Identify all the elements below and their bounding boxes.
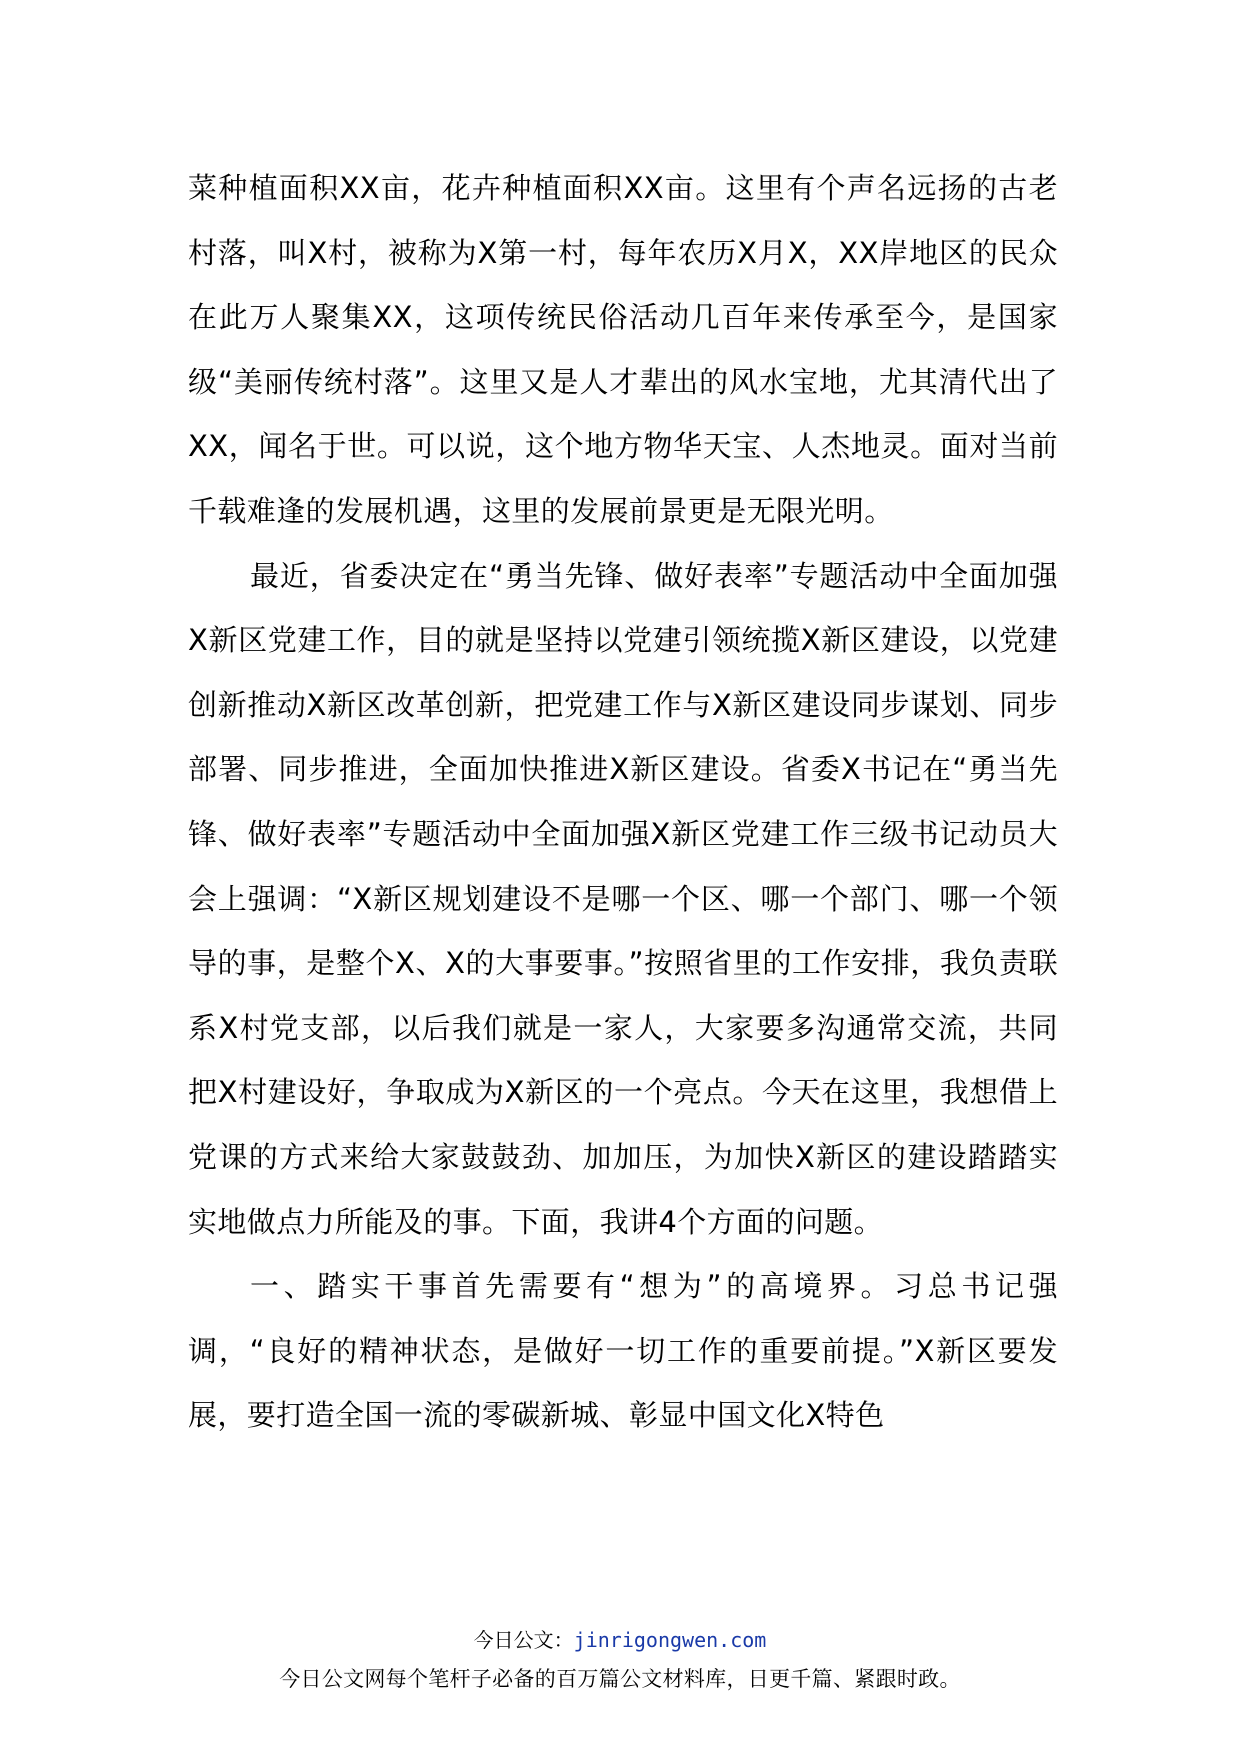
paragraph-2: 最近，省委决定在“勇当先锋、做好表率”专题活动中全面加强X新区党建工作，目的就是坚持以党建引领统揽X新区建设，以党建创新推动X新区改革创新，把党建工作与X新区建设同步谋划、同步部署、同步推进，全面加快推进X新区建设。省委X书记在“勇当先锋、做好表率”专题活动中全面加强X新区党建工作三级书记动员大会上强调：“X新区规划建设不是哪一个区、哪一个部门、哪一个领导的事，是整个X、X的大事要事。”按照省里的工作安排，我负责联系X村党支部，以后我们就是一家人，大家要多沟通常交流，共同把X村建设好，争取成为X新区的一个亮点。今天在这里，我想借上党课的方式来给大家鼓鼓劲、加加压，为加快X新区的建设踏踏实实地做点力所能及的事。下面，我讲4个方面的问题。 [188,558,1058,1239]
footer-source [0,1626,1240,1654]
paragraph-3: 一、踏实干事首先需要有“想为”的高境界。习总书记强调，“良好的精神状态，是做好一切工作的重要前提。”X新区要发展，要打造全国一流的零碳新城、彰显中国文化X特色 [188,1269,1058,1433]
footer-site-label: 今日公文： [473,1628,574,1652]
footer-site-link[interactable]: jinrigongwen.com [573,1628,767,1652]
footer-slogan: 今日公文网每个笔杆子必备的百万篇公文材料库，日更千篇、紧跟时政。 [279,1667,961,1691]
document-body [188,156,1058,1448]
paragraph-1: 菜种植面积XX亩，花卉种植面积XX亩。这里有个声名远扬的古老村落，叫X村，被称为X第一村，每年农历X月X，XX岸地区的民众在此万人聚集XX，这项传统民俗活动几百年来传承至今，是国家级“美丽传统村落”。这里又是人才辈出的风水宝地，尤其清代出了XX，闻名于世。可以说，这个地方物华天宝、人杰地灵。面对当前千载难逢的发展机遇，这里的发展前景更是无限光明。 [188,171,1058,528]
